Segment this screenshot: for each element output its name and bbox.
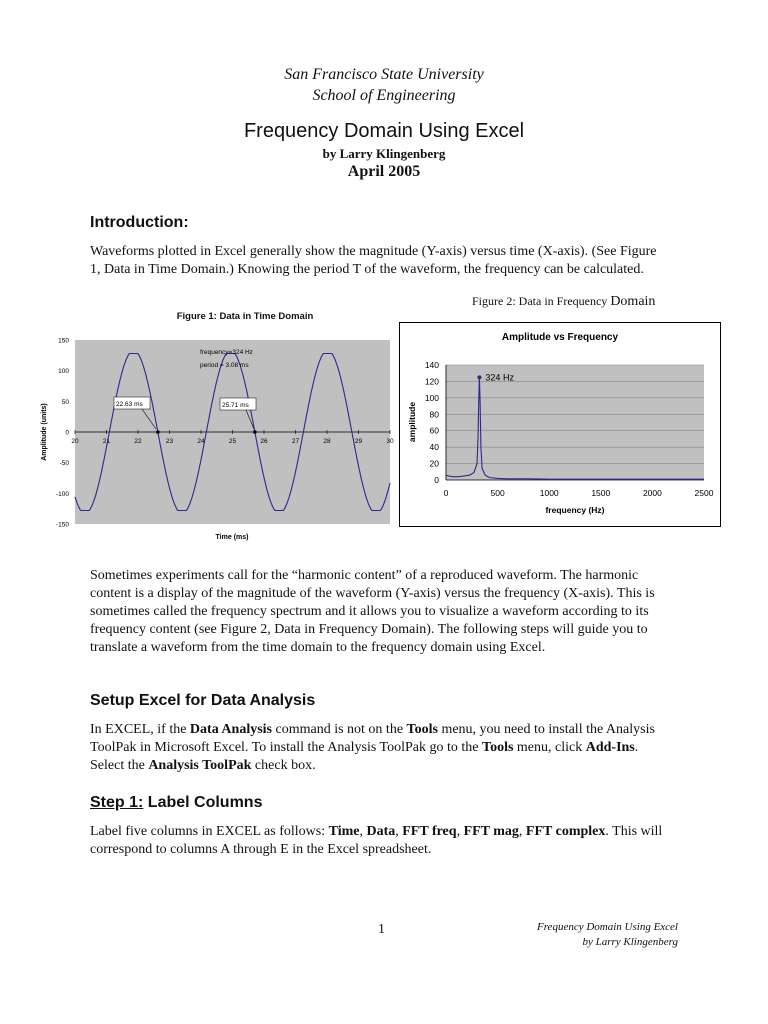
chart2-ytick-label: 100 xyxy=(424,392,439,403)
chart2-ytick-label: 60 xyxy=(429,425,439,436)
chart1-marker-1 xyxy=(156,430,160,434)
setup-bold-data-analysis: Data Analysis xyxy=(189,722,272,737)
chart1-xtick-label: 25 xyxy=(228,438,237,445)
chart2-xtick-label: 1000 xyxy=(539,488,559,498)
chart1-xtick-label: 28 xyxy=(323,438,331,445)
chart2-ytick-label: 140 xyxy=(424,360,439,370)
setup-text-6: check box. xyxy=(251,758,316,773)
chart1-xtick-label: 26 xyxy=(260,438,268,445)
chart2-peak-marker xyxy=(477,375,481,379)
figure2-caption xyxy=(472,294,655,310)
chart2-ytick-label: 80 xyxy=(429,409,439,420)
chart1-ytick-label: -50 xyxy=(59,460,69,468)
intro-paragraph: Waveforms plotted in Excel generally show the magnitude (Y-axis) versus time (X-axis). (See Figure 1, Data in Time Domain.) Knowing the period T of the waveform, the frequency can be calculated. xyxy=(90,244,657,277)
school-name: School of Engineering xyxy=(312,87,456,104)
chart2-title: Amplitude vs Frequency xyxy=(501,332,619,343)
sep-3: , xyxy=(456,824,464,839)
chart1-xtick-label: 27 xyxy=(291,438,300,445)
setup-bold-tools: Tools xyxy=(406,722,438,737)
setup-text-4: menu, click xyxy=(513,740,586,755)
chart2-ytick-label: 40 xyxy=(429,442,439,453)
step1-text-1: Label five columns in EXCEL as follows: xyxy=(90,824,329,839)
step1-heading-underlined: Step 1: xyxy=(90,794,144,811)
setup-paragraph xyxy=(90,721,670,775)
chart1-marker-2 xyxy=(253,430,257,434)
chart1-xtick-label: 29 xyxy=(354,438,363,445)
chart2-peak-label: 324 Hz xyxy=(485,372,514,383)
time-domain-chart xyxy=(34,326,400,548)
university-name: San Francisco State University xyxy=(284,66,484,83)
chart1-annotation-frequency: frequency=324 Hz xyxy=(200,349,253,356)
sep-4: , xyxy=(518,824,526,839)
page-number: 1 xyxy=(378,922,385,937)
step1-text-2: . This will correspond to columns A through E in the Excel spreadsheet. xyxy=(90,824,663,857)
chart2-xtick-label: 2500 xyxy=(694,488,714,498)
header-institution xyxy=(0,64,768,106)
chart1-ytick-label: 100 xyxy=(58,368,69,376)
chart2-ytick-label: 120 xyxy=(424,376,439,387)
chart1-ytick-label: 50 xyxy=(61,398,69,406)
chart1-xtick-label: 30 xyxy=(386,438,394,445)
chart1-xtick-label: 21 xyxy=(102,438,111,445)
chart2-ytick-label: 20 xyxy=(429,458,439,469)
chart1-xlabel: Time (ms) xyxy=(215,534,249,541)
chart2-xtick-label: 1500 xyxy=(591,488,611,498)
chart1-ytick-label: 150 xyxy=(58,337,69,345)
chart2-ytick-label: 0 xyxy=(434,475,439,485)
step1-heading xyxy=(90,794,262,812)
setup-bold-add-ins: Add-Ins xyxy=(585,740,635,755)
footer-title: Frequency Domain Using Excel xyxy=(536,921,678,933)
date: April 2005 xyxy=(347,163,421,180)
setup-text-2: command is not on the xyxy=(272,722,407,737)
step1-heading-rest: Label Columns xyxy=(143,794,263,811)
chart1-xtick-label: 23 xyxy=(165,438,174,445)
harmonic-paragraph: Sometimes experiments call for the “harmonic content” of a reproduced waveform. The harmonic content is a display of the magnitude of the waveform (Y-axis) versus the frequency (X-axis). This is sometimes called the frequency spectrum and it allows you to visualize a waveform according to its frequency content (see Figure 2, Data in Frequency Domain). The following steps will guide you to translate a waveform from the time domain to the frequency domain using Excel. xyxy=(90,568,655,655)
figure2-caption-text: Figure 2: Data in Frequency xyxy=(472,294,611,308)
chart2-ylabel: amplitude xyxy=(407,401,417,443)
document-title: Frequency Domain Using Excel xyxy=(243,120,525,142)
sep-2: , xyxy=(395,824,403,839)
col-fft-complex: FFT complex xyxy=(525,824,606,839)
chart1-xtick-label: 24 xyxy=(197,438,205,445)
byline: by Larry Klingenberg xyxy=(322,146,446,161)
intro-heading: Introduction: xyxy=(90,214,189,231)
setup-text-1: In EXCEL, if the xyxy=(90,722,190,737)
col-fft-mag: FFT mag xyxy=(463,824,519,839)
step1-paragraph xyxy=(90,823,670,859)
footer-title-block xyxy=(440,920,678,950)
col-time: Time xyxy=(328,824,360,839)
setup-text-3: menu, you need to install the Analysis ToolPak in Microsoft Excel. To install the Analysis ToolPak go to the xyxy=(90,722,655,755)
chart2-xtick-label: 0 xyxy=(443,488,449,498)
setup-heading: Setup Excel for Data Analysis xyxy=(90,692,316,709)
sep-1: , xyxy=(359,824,367,839)
col-data: Data xyxy=(366,824,396,839)
chart1-ytick-label: -100 xyxy=(55,490,69,498)
chart1-xtick-label: 22 xyxy=(134,438,142,445)
footer-author: by Larry Klingenberg xyxy=(582,936,678,948)
frequency-domain-chart xyxy=(399,322,721,527)
chart1-annotation-t1: 22.63 ms xyxy=(116,401,143,408)
chart2-xtick-label: 2000 xyxy=(642,488,662,498)
chart1-ylabel: Amplitude (units) xyxy=(41,403,48,461)
chart1-ytick-label: -150 xyxy=(55,521,69,529)
setup-bold-tools-2: Tools xyxy=(482,740,514,755)
setup-bold-analysis-toolpak: Analysis ToolPak xyxy=(148,758,252,773)
chart2-xlabel: frequency (Hz) xyxy=(545,505,605,515)
setup-text-5: . Select the xyxy=(90,740,639,773)
chart1-annotation-period: period = 3.08 ms xyxy=(200,362,249,369)
chart2-xtick-label: 500 xyxy=(490,488,505,498)
chart1-ytick-label: 0 xyxy=(65,429,69,437)
figure1-caption: Figure 1: Data in Time Domain xyxy=(176,311,314,322)
col-fft-freq: FFT freq xyxy=(402,824,457,839)
chart1-xtick-label: 20 xyxy=(71,438,79,445)
chart1-annotation-t2: 25.71 ms xyxy=(222,402,249,409)
figure2-caption-emph: Domain xyxy=(610,294,656,309)
